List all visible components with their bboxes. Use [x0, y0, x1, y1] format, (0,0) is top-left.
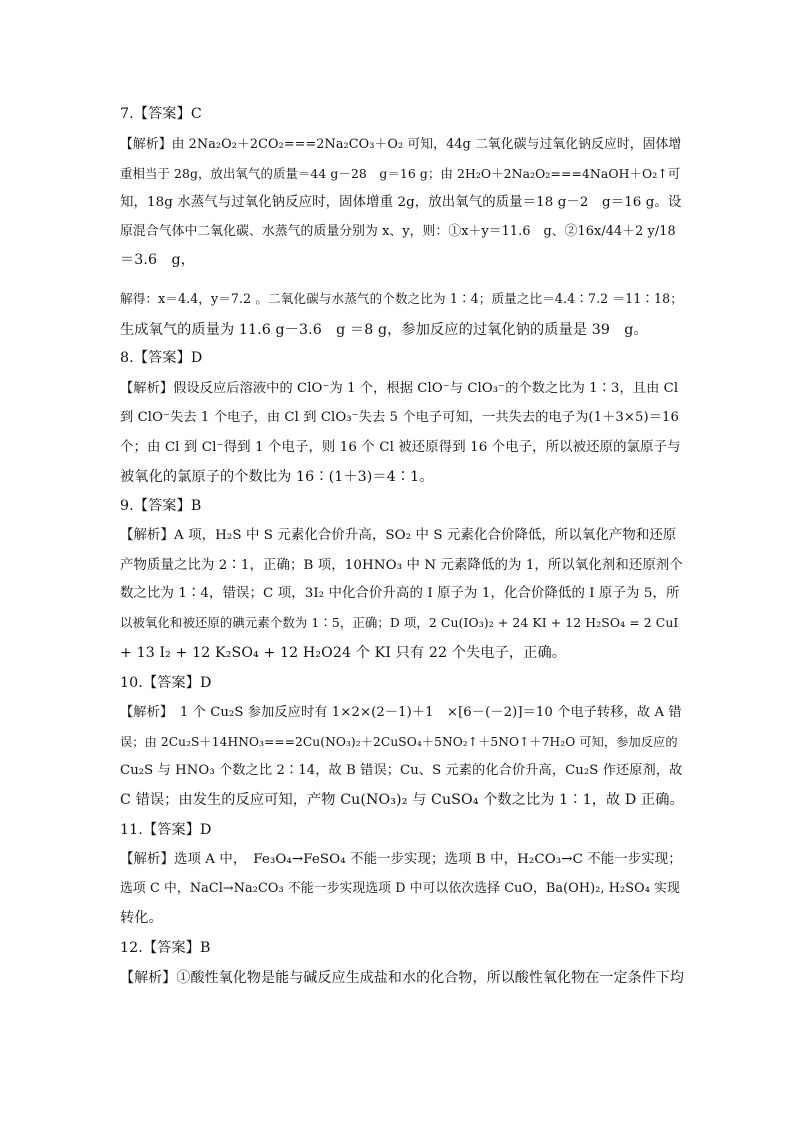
explanation-line: 转化。: [120, 910, 163, 926]
explanation-line: 【解析】 1 个 Cu₂S 参加反应时有 1×2×(2－1)＋1 ×[6－(－2)]＝10 个电子转移，故 A 错: [120, 705, 682, 720]
explanation-line: 到 ClO⁻失去 1 个电子，由 Cl 到 ClO₃⁻失去 5 个电子可知，一共失去的电子为(1＋3×5)＝16: [120, 410, 680, 425]
explanation-line: 原混合气体中二氧化碳、水蒸气的质量分别为 x、y，则：①x＋y＝11.6 g、②16x/44＋2 y/18: [120, 224, 676, 239]
explanation-line: 数之比为 1∶4，错误；C 项，3I₂ 中化合价升高的 I 原子为 1，化合价降低的 I 原子为 5，所: [120, 586, 680, 601]
explanation-line: 误；由 2Cu₂S＋14HNO₃===2Cu(NO₃)₂＋2CuSO₄＋5NO₂↑＋5NO↑＋7H₂O 可知，参加反应的: [120, 735, 678, 749]
answer-7-heading: 7.【答案】C: [120, 106, 202, 122]
explanation-line: 【解析】由 2Na₂O₂＋2CO₂===2Na₂CO₃＋O₂ 可知，44g 二氧化碳与过氧化钠反应时，固体增: [120, 137, 682, 152]
answer-12-heading: 12.【答案】B: [120, 940, 211, 956]
explanation-line: 被氧化的氯原子的个数比为 16∶(1＋3)＝4∶1。: [120, 469, 434, 485]
explanation-line: Cu₂S 与 HNO₃ 个数之比 2∶14，故 B 错误；Cu、S 元素的化合价升高，Cu₂S 作还原剂，故: [120, 763, 683, 778]
explanation-line: C 错误；由发生的反应可知，产物 Cu(NO₃)₂ 与 CuSO₄ 个数之比为 1∶1，故 D 正确。: [120, 792, 684, 808]
answer-10-heading: 10.【答案】D: [120, 675, 212, 691]
explanation-line: 个；由 Cl 到 Cl⁻得到 1 个电子，则 16 个 Cl 被还原得到 16 个电子，所以被还原的氯原子与: [120, 440, 681, 455]
explanation-line: 以被氧化和被还原的碘元素个数为 1∶5，正确；D 项，2 Cu(IO₃)₂ + 24 KI + 12 H₂SO₄ = 2 CuI: [120, 615, 679, 630]
explanation-line: 【解析】选项 A 中， Fe₃O₄→FeSO₄ 不能一步实现；选项 B 中，H₂CO₃→C 不能一步实现；: [120, 852, 682, 867]
explanation-line: 选项 C 中，NaCl→Na₂CO₃ 不能一步实现选项 D 中可以依次选择 CuO，Ba(OH)₂, H₂SO₄ 实现: [120, 881, 680, 896]
answer-9-heading: 9.【答案】B: [120, 498, 202, 514]
explanation-line: 产物质量之比为 2∶1，正确；B 项，10HNO₃ 中 N 元素降低的为 1，所以氧化剂和还原剂个: [120, 558, 683, 573]
explanation-line: 【解析】A 项，H₂S 中 S 元素化合价升高，SO₂ 中 S 元素化合价降低，所以氧化产物和还原: [120, 528, 677, 543]
explanation-line: ＝3.6 g，: [120, 252, 195, 268]
answer-11-heading: 11.【答案】D: [120, 822, 212, 838]
explanation-line: 知，18g 水蒸气与过氧化钠反应时，固体增重 2g，放出氧气的质量＝18 g－2 g＝16 g。设: [120, 195, 682, 210]
explanation-line: + 13 I₂ + 12 K₂SO₄ + 12 H₂O24 个 KI 只有 22 个失电子，正确。: [120, 645, 567, 661]
explanation-line: 重相当于 28g，放出氧气的质量＝44 g－28 g＝16 g；由 2H₂O＋2Na₂O₂===4NaOH＋O₂↑可: [120, 166, 681, 181]
explanation-line: 【解析】①酸性氧化物是能与碱反应生成盐和水的化合物，所以酸性氧化物在一定条件下均: [120, 970, 684, 986]
answer-8-heading: 8.【答案】D: [120, 350, 203, 366]
explanation-line: 生成氧气的质量为 11.6 g－3.6 g ＝8 g，参加反应的过氧化钠的质量是 39 g。: [120, 322, 648, 338]
explanation-line: 解得：x＝4.4，y＝7.2 。二氧化碳与水蒸气的个数之比为 1∶4；质量之比＝4.4∶7.2 ＝11∶18；: [120, 291, 683, 306]
explanation-line: 【解析】假设反应后溶液中的 ClO⁻为 1 个，根据 ClO⁻与 ClO₃⁻的个数之比为 1∶3，且由 Cl: [120, 381, 679, 396]
